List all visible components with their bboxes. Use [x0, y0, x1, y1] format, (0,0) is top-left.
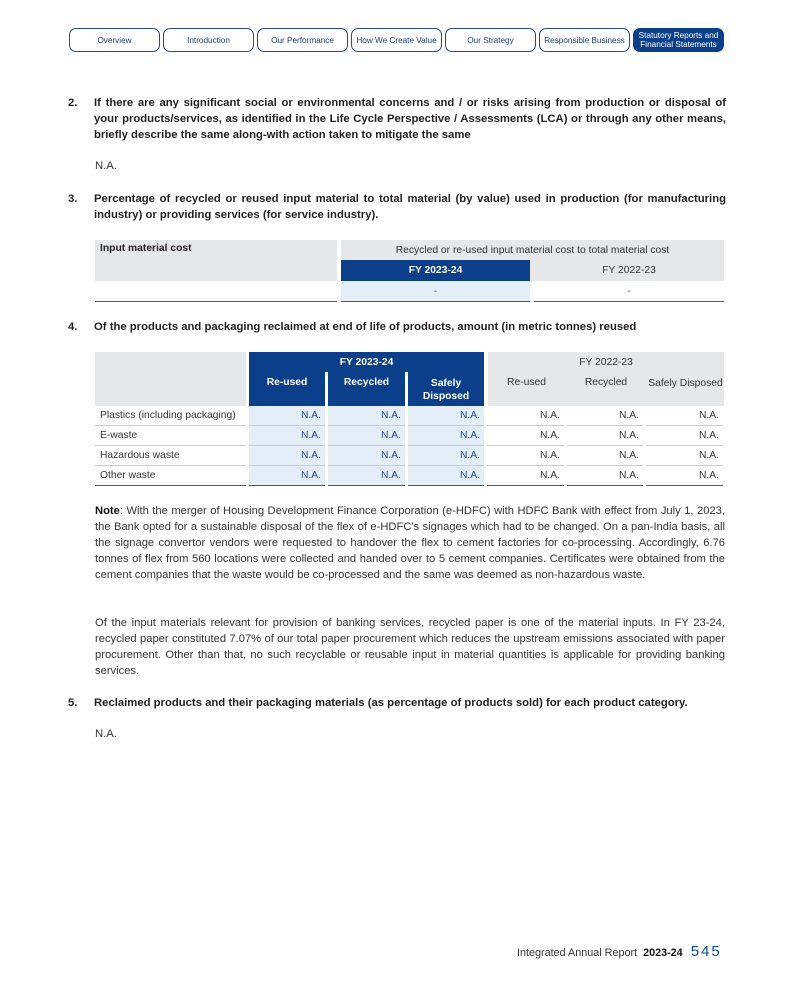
tab-our-strategy[interactable]: Our Strategy: [445, 28, 536, 52]
tab-statutory-reports[interactable]: Statutory Reports and Financial Statements: [633, 28, 724, 52]
table-header-fy-current: FY 2023-24: [341, 260, 530, 281]
question-number: 5.: [68, 697, 78, 709]
table-cell: N.A.: [408, 406, 484, 426]
table-cell: N.A.: [567, 466, 643, 486]
table-cell: N.A.: [249, 446, 325, 466]
table-cell: N.A.: [487, 466, 564, 486]
table-cell: N.A.: [646, 466, 723, 486]
tab-our-performance[interactable]: Our Performance: [257, 28, 348, 52]
table-header-fy-current: FY 2023-24: [249, 352, 484, 372]
note-label: Note: [95, 505, 120, 517]
table-cell: N.A.: [408, 446, 484, 466]
table-row: E-waste N.A. N.A. N.A. N.A. N.A. N.A.: [95, 426, 724, 446]
question-number: 4.: [68, 321, 78, 333]
answer-5: N.A.: [95, 728, 117, 740]
table-cell: -: [534, 281, 724, 302]
answer-2: N.A.: [95, 160, 117, 172]
table-cell: N.A.: [646, 406, 723, 426]
section-nav: [69, 28, 724, 52]
table-header-group: Recycled or re-used input material cost to total material cost: [341, 240, 724, 260]
table-cell: N.A.: [487, 406, 564, 426]
table-row: Other waste N.A. N.A. N.A. N.A. N.A. N.A.: [95, 466, 724, 486]
question-text: If there are any significant social or environmental concerns and / or risks arising from production or disposal of your products/services, as identified in the Life Cycle Perspective / Assessments (LCA) or through any other means, briefly describe the same along-with action taken to mitigate the same: [94, 97, 726, 141]
column-header: Safely Disposed: [647, 372, 724, 406]
table-cell: N.A.: [249, 406, 325, 426]
question-text: Reclaimed products and their packaging materials (as percentage of products sold) for each product category.: [94, 697, 688, 709]
table-cell: N.A.: [328, 446, 405, 466]
table-row: Plastics (including packaging) N.A. N.A. N.A. N.A. N.A. N.A.: [95, 406, 724, 426]
table-header-input-material: Input material cost: [95, 240, 337, 281]
reclaimed-products-table: [95, 352, 724, 406]
table-header-fy-previous: FY 2022-23: [488, 352, 724, 372]
column-header: Safely Disposed: [408, 372, 484, 406]
page-footer: [517, 943, 722, 960]
question-text: Percentage of recycled or reused input material to total material (by value) used in production (for manufacturing industry) or providing services (for service industry).: [94, 193, 726, 221]
tab-overview[interactable]: Overview: [69, 28, 160, 52]
table-cell: N.A.: [487, 426, 564, 446]
table-cell: N.A.: [249, 426, 325, 446]
note-paragraph: Note: With the merger of Housing Development Finance Corporation (e-HDFC) with HDFC Bank with effect from July 1, 2023, the Bank opted for a sustainable disposal of the flex of e-HDFC's signages which had to be changed. On a pan-India basis, all the signage convertor vendors were requested to handover the flex to cement factories for co-processing. Accordingly, 6.76 tonnes of flex from 560 locations were collected and handed over to 5 cement companies. Certificates were obtained from the cement companies that the waste would be co-processed and the same was deemed as non-hazardous waste.: [95, 505, 725, 581]
tab-introduction[interactable]: Introduction: [163, 28, 254, 52]
reclaimed-products-rows: [95, 406, 724, 486]
question-number: 3.: [68, 193, 78, 205]
page-number: 545: [690, 943, 722, 960]
tab-how-we-create-value[interactable]: How We Create Value: [351, 28, 442, 52]
table-cell: N.A.: [328, 406, 405, 426]
question-4: [68, 319, 726, 335]
question-text: Of the products and packaging reclaimed at end of life of products, amount (in metric tonnes) reused: [94, 321, 637, 333]
table-cell: N.A.: [249, 466, 325, 486]
table-cell-empty: [95, 281, 337, 302]
table-cell: N.A.: [646, 426, 723, 446]
column-header: Re-used: [488, 372, 565, 406]
table-row: Hazardous waste N.A. N.A. N.A. N.A. N.A. N.A.: [95, 446, 724, 466]
report-year: 2023-24: [643, 947, 683, 959]
question-2: [68, 95, 726, 143]
question-number: 2.: [68, 97, 78, 109]
table-cell: N.A.: [646, 446, 723, 466]
question-5: [68, 695, 726, 711]
table-cell: N.A.: [567, 446, 643, 466]
recycled-paper-paragraph: Of the input materials relevant for provision of banking services, recycled paper is one of the material inputs. In FY 23-24, recycled paper constituted 7.07% of our total paper procurement which reduces the upstream emissions associated with paper procurement. Other than that, no such recyclable or reusable input in material quantities is applicable for providing banking services.: [95, 617, 725, 677]
table-cell: N.A.: [567, 406, 643, 426]
report-title: Integrated Annual Report: [517, 947, 638, 959]
column-header: Re-used: [249, 372, 325, 406]
tab-responsible-business[interactable]: Responsible Business: [539, 28, 630, 52]
table-cell: N.A.: [328, 466, 405, 486]
input-material-table: [95, 240, 724, 302]
column-header: Recycled: [328, 372, 405, 406]
table-cell: N.A.: [328, 426, 405, 446]
table-cell: -: [341, 281, 530, 302]
question-3: [68, 191, 726, 223]
column-header: Recycled: [568, 372, 644, 406]
table-cell: N.A.: [567, 426, 643, 446]
table-cell: N.A.: [487, 446, 564, 466]
table-cell: N.A.: [408, 466, 484, 486]
table-cell: N.A.: [408, 426, 484, 446]
table-header-fy-previous: FY 2022-23: [534, 260, 724, 281]
